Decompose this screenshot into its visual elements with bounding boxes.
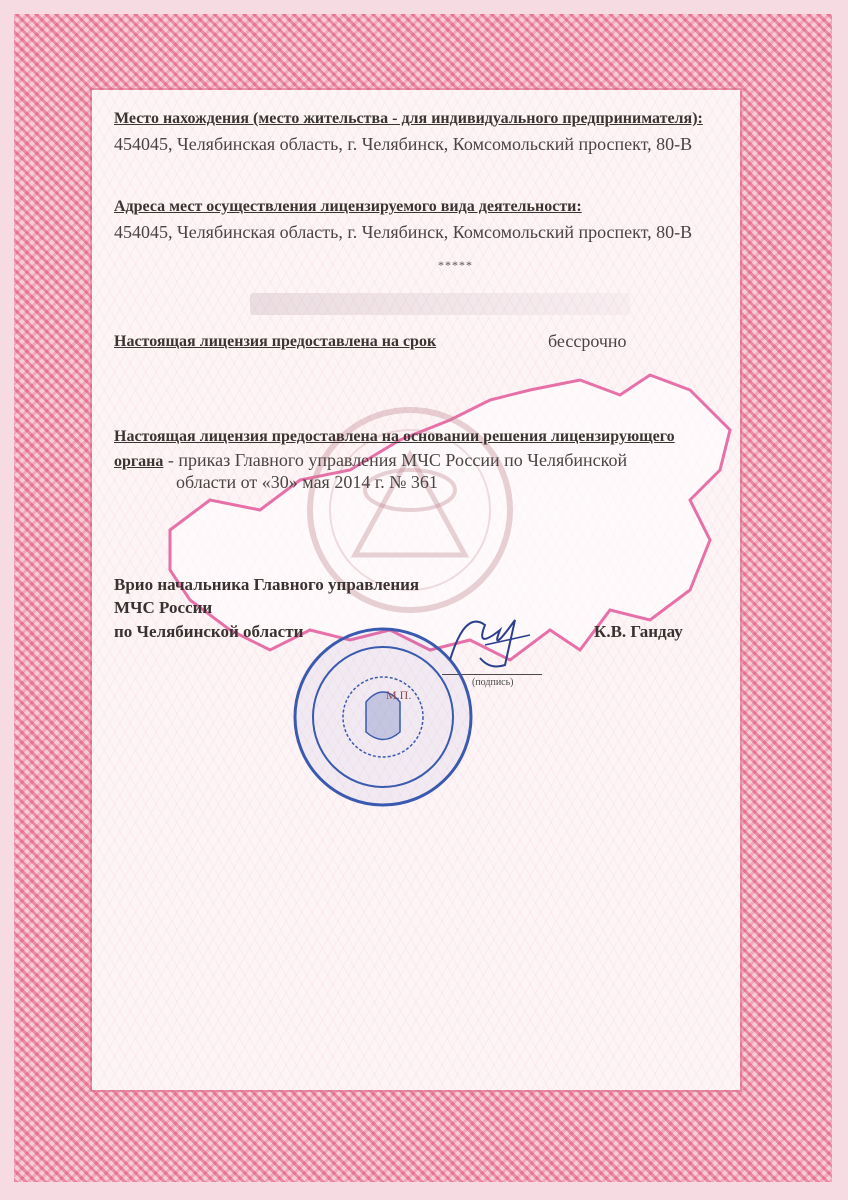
activity-addresses-value: 454045, Челябинская область, г. Челябинск, Комсомольский проспект, 80-В bbox=[114, 222, 693, 242]
basis-value-line1: - приказ Главного управления МЧС России по Челябинской bbox=[163, 450, 628, 470]
stamp-mark-label: М.П. bbox=[386, 688, 412, 702]
basis-label-line1: Настоящая лицензия предоставлена на основании решения лицензирующего bbox=[114, 428, 675, 445]
signatory-position-line2: МЧС России bbox=[114, 598, 213, 617]
faded-line bbox=[250, 293, 630, 315]
basis-value-line2: области от «30» мая 2014 г. № 361 bbox=[176, 472, 438, 492]
basis-label-line2: органа bbox=[114, 453, 164, 470]
term-label: Настоящая лицензия предоставлена на срок bbox=[114, 333, 437, 350]
term-value: бессрочно bbox=[548, 331, 627, 351]
basis-line2 bbox=[114, 450, 627, 471]
signatory-position-line1: Врио начальника Главного управления bbox=[114, 575, 420, 594]
location-value: 454045, Челябинская область, г. Челябинск, Комсомольский проспект, 80-В bbox=[114, 134, 693, 154]
signatory-position-line3: по Челябинской области bbox=[114, 622, 304, 641]
signature-caption: (подпись) bbox=[472, 677, 514, 688]
signatory-name: К.В. Гандау bbox=[594, 622, 683, 641]
location-label: Место нахождения (место жительства - для индивидуального предпринимателя): bbox=[114, 110, 703, 127]
separator: ***** bbox=[438, 258, 473, 272]
handwritten-signature bbox=[430, 600, 540, 680]
activity-addresses-label: Адреса мест осуществления лицензируемого вида деятельности: bbox=[114, 198, 582, 215]
